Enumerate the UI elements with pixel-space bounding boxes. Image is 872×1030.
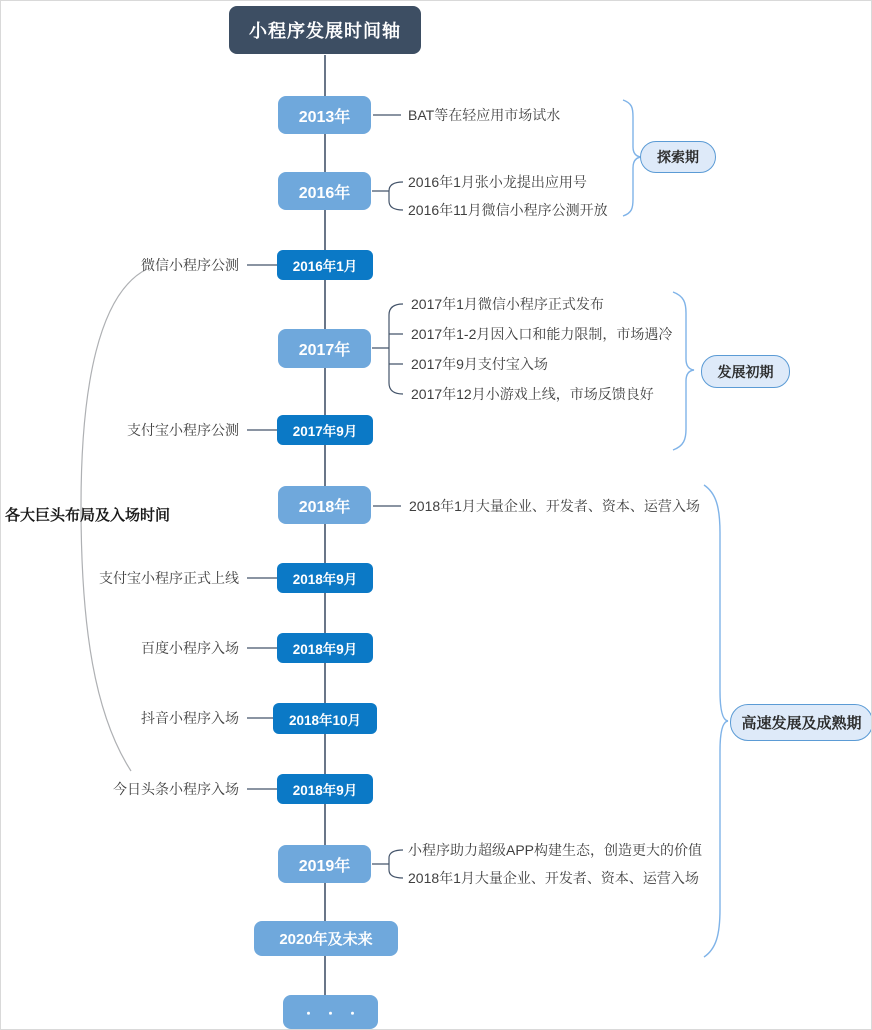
event-2017-1: 2017年1月微信小程序正式发布	[411, 296, 604, 312]
phase-bubble-early-development: 发展初期	[701, 355, 790, 388]
event-2017-4: 2017年12月小游戏上线，市场反馈良好	[411, 386, 654, 402]
event-2019-1: 小程序助力超级APP构建生态，创造更大的价值	[408, 842, 703, 858]
event-2013: BAT等在轻应用市场试水	[408, 107, 561, 123]
label-wechat-beta: 微信小程序公测	[141, 257, 239, 273]
year-node-2018: 2018年	[278, 486, 371, 524]
year-node-2019: 2019年	[278, 845, 371, 883]
phase-bubble-exploration: 探索期	[640, 141, 716, 173]
label-alipay-beta: 支付宝小程序公测	[127, 422, 239, 438]
month-node-2018-09-toutiao: 2018年9月	[277, 774, 373, 804]
month-node-2017-09: 2017年9月	[277, 415, 373, 445]
year-node-2020-future: 2020年及未来	[254, 921, 398, 956]
phase-bubble-rapid-growth: 高速发展及成熟期	[730, 704, 872, 741]
month-node-2018-09-baidu: 2018年9月	[277, 633, 373, 663]
event-2017-2: 2017年1-2月因入口和能力限制，市场遇冷	[411, 326, 673, 342]
year-node-2017: 2017年	[278, 329, 371, 368]
left-group-caption: 各大巨头布局及入场时间	[5, 507, 171, 524]
branch-2017-events	[372, 304, 403, 394]
branch-2016-events	[372, 182, 403, 210]
event-2018: 2018年1月大量企业、开发者、资本、运营入场	[409, 498, 700, 514]
brace-early-development-phase	[673, 292, 694, 450]
event-2017-3: 2017年9月支付宝入场	[411, 356, 548, 372]
label-alipay-launch: 支付宝小程序正式上线	[99, 570, 239, 586]
event-2019-2: 2018年1月大量企业、开发者、资本、运营入场	[408, 870, 699, 886]
event-2016-1: 2016年1月张小龙提出应用号	[408, 174, 587, 190]
label-douyin-entry: 抖音小程序入场	[141, 710, 239, 726]
year-node-2013: 2013年	[278, 96, 371, 134]
event-2016-2: 2016年11月微信小程序公测开放	[408, 202, 608, 218]
label-toutiao-entry: 今日头条小程序入场	[113, 781, 239, 797]
year-node-2016: 2016年	[278, 172, 371, 210]
branch-2019-events	[372, 850, 403, 878]
label-baidu-entry: 百度小程序入场	[141, 640, 239, 656]
brace-rapid-growth-phase	[704, 485, 728, 957]
brace-exploration-phase	[623, 100, 641, 216]
month-node-2018-10-douyin: 2018年10月	[273, 703, 377, 734]
diagram-title: 小程序发展时间轴	[229, 6, 421, 54]
continuation-node: ・・・	[283, 995, 378, 1029]
month-node-2018-09-alipay: 2018年9月	[277, 563, 373, 593]
month-node-2016-01: 2016年1月	[277, 250, 373, 280]
